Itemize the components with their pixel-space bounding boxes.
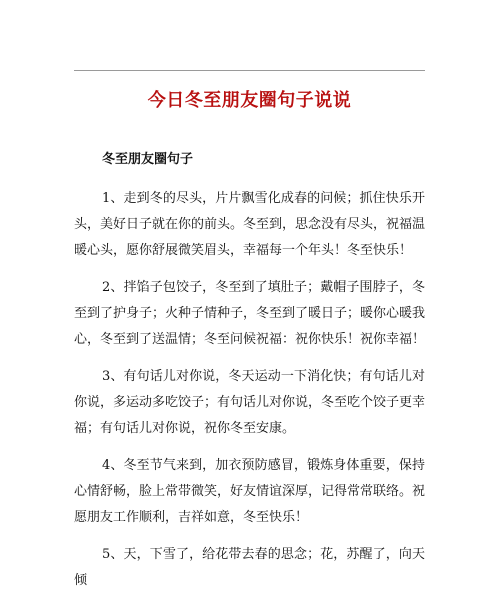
paragraph-2: 2、拌馅子包饺子，冬至到了填肚子；戴帽子围脖子，冬至到了护身子；火种子情种子，冬至到了暖日子；暖你心暖我心，冬至到了送温情；冬至问候祝福：祝你快乐！祝你幸福！ bbox=[74, 280, 426, 347]
paragraph-5: 5、天，下雪了，给花带去春的思念；花，苏醒了，向天倾 bbox=[74, 547, 425, 588]
document-body bbox=[74, 150, 425, 605]
section-heading: 冬至朋友圈句子 bbox=[102, 152, 194, 167]
document-title: 今日冬至朋友圈句子说说 bbox=[147, 90, 352, 111]
header-rule bbox=[74, 70, 425, 71]
paragraph-4: 4、冬至节气来到，加衣预防感冒，锻炼身体重要，保持心情舒畅，脸上常带微笑，好友情谊深厚，记得常常联络。祝愿朋友工作顺利，吉祥如意，冬至快乐！ bbox=[74, 458, 426, 525]
paragraph-1: 1、走到冬的尽头，片片飘雪化成春的问候；抓住快乐开头，美好日子就在你的前头。冬至到，思念没有尽头，祝福温暖心头，愿你舒展微笑眉头，幸福每一个年头！冬至快乐！ bbox=[74, 191, 426, 258]
paragraph-3: 3、有句话儿对你说，冬天运动一下消化快；有句话儿对你说，多运动多吃饺子；有句话儿对你说，冬至吃个饺子更幸福；有句话儿对你说，祝你冬至安康。 bbox=[74, 369, 426, 436]
